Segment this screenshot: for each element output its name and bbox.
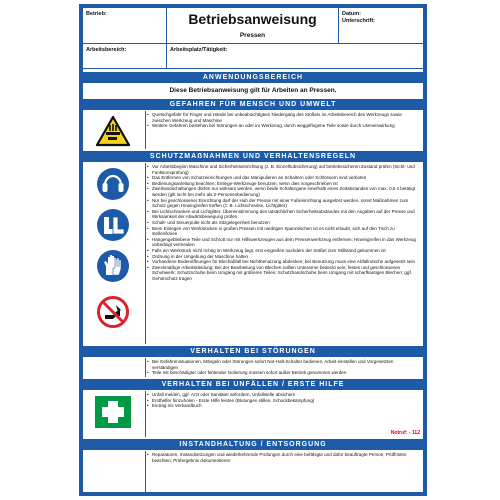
betrieb-label: Betrieb: bbox=[86, 11, 107, 17]
section-heading-stoerungen: VERHALTEN BEI STÖRUNGEN bbox=[83, 346, 423, 357]
list-item: • Bedienungsanleitung beachten; Einlege-Werkzeuge benutzen, wenn dies vorgeschrieben ist bbox=[147, 181, 419, 187]
divider bbox=[145, 451, 146, 492]
ear-protection-icon bbox=[83, 167, 143, 201]
datum-field[interactable] bbox=[339, 8, 423, 44]
section-heading-instandhaltung: INSTANDHALTUNG / ENTSORGUNG bbox=[83, 439, 423, 450]
section-gefahren bbox=[83, 111, 423, 149]
list-item: • Unfall melden, ggf. Arzt oder Sanitäter anfordern, Unfallstelle absichern bbox=[147, 392, 419, 398]
list-item: • Falls ein Werkstück nicht richtig im Werkzeug liegt, erst eingreifen nachdem der Stößel zum Stillstand gekommen ist bbox=[147, 248, 419, 254]
gefahren-list bbox=[147, 112, 419, 129]
section-instandhaltung bbox=[83, 451, 423, 492]
unterschrift-label: Unterschrift: bbox=[342, 18, 376, 24]
section-heading-anwendungsbereich: ANWENDUNGSBEREICH bbox=[83, 72, 423, 83]
arbeitsplatz-label: Arbeitsplatz/Tätigkeit: bbox=[170, 47, 228, 53]
section-heading-unfall: VERHALTEN BEI UNFÄLLEN / ERSTE HILFE bbox=[83, 379, 423, 390]
list-item: • Quetschgefahr für Finger und Hände bei unbeabsichtigtem Niedergang des Stößels im Arbeitsbereich des Werkzeugs sowie zwischen Werkzeug und Maschine bbox=[147, 112, 419, 123]
section-unfall bbox=[83, 391, 423, 437]
list-item: • Hängengebliebene Teile und Schrott nur mit Hilfswerkzeugen aus dem Pressenwerkzeug entfernen; Hineingreifen in das Werkzeug unbedingt vermeiden bbox=[147, 237, 419, 248]
list-item: • Beim Einlegen von Werkstücken in großen Pressen mit niedrigen Spanntischen ist es nicht erlaubt, sich auf den Tisch zu stellen/knien bbox=[147, 226, 419, 237]
sheet-body bbox=[83, 8, 423, 492]
hand-crush-warning-icon bbox=[83, 115, 143, 147]
list-item: • Bei Gefahrensituationen, Mängeln oder Störungen sofort Not-Halt-Schalter bedienen, Arbeit einstellen und Vorgesetzten verständigen bbox=[147, 359, 419, 370]
list-item: • Vorhandene Bodenöffnungen für Blechabfall bei Nichtbenutzung abdecken; bei Benutzung muss eine Abfallrutsche aufgesetzt sein bbox=[147, 259, 419, 265]
header bbox=[83, 8, 423, 69]
betrieb-field[interactable] bbox=[83, 8, 167, 44]
list-item: • Weitere Gefahren bestehen bei Störungen an oder im Werkzeug, durch weggeflogene Teile sowie durch Lärmeinwirkung bbox=[147, 123, 419, 129]
unfall-list bbox=[147, 392, 419, 409]
list-item: • Bei Lichtschranken und Lichtgitter: Übereinstimmung des tatsächlichen Sicherheitsabstandes mit den Angaben auf der Presse und Wirksamkeit der Abwärtsbewegung prüfen bbox=[147, 209, 419, 220]
list-item: • Ordnung in der Umgebung der Maschine halten bbox=[147, 254, 419, 260]
page-title: Betriebsanweisung bbox=[188, 11, 317, 27]
first-aid-icon bbox=[83, 395, 143, 429]
arbeitsbereich-field[interactable] bbox=[83, 44, 167, 69]
list-item: • Ersthelfer hinzuholen - Erste Hilfe leisten (Blutungen stillen, Schockbekämpfung) bbox=[147, 398, 419, 404]
section-stoerungen bbox=[83, 358, 423, 377]
list-item: • Teile mit beschädigter oder fehlender Isolierung müssen sofort außer Betrieb genommen werden bbox=[147, 370, 419, 376]
list-item: • Nur bei geschlossener Einrichtung darf der Hub der Presse mit einer Fußeinrichtung ausgelöst werden, sonst Maßnahmen zum Schutz gegen Hineingreifen treffen (z. B. Lichtschranke, Lichtgitter) bbox=[147, 198, 419, 209]
list-item: • Schalt- und Steuerpulte nicht als Sitzgelegenheit benutzen bbox=[147, 220, 419, 226]
section-heading-gefahren: GEFAHREN FÜR MENSCH UND UMWELT bbox=[83, 99, 423, 110]
instandhaltung-list bbox=[147, 452, 419, 463]
no-reaching-icon bbox=[83, 295, 143, 329]
list-item: • Vor Arbeitsbeginn Maschine und Sicherheitseinrichtung (z. B. Einzelhubsicherung) auf betriebssicheren Zustand prüfen (Sicht- und Funktionsprüfung) bbox=[147, 164, 419, 175]
divider bbox=[145, 391, 146, 437]
list-item: • Eintrag ins Verbandbuch bbox=[147, 403, 419, 409]
divider bbox=[145, 358, 146, 377]
instruction-sheet bbox=[79, 4, 427, 496]
list-item: • Zweckmäßige Arbeitskleidung: Bei der Bearbeitung von Blechen sollten Unterarme bedeckt sein; festes und geschlossenes Schuhwerk; Schutzschuhe beim Umgang mit größeren Teilen; Schutzhandschuhe beim Umgang mit scharfkantigen Blechen; ggf. Gehörschutz tragen bbox=[147, 265, 419, 282]
arbeitsplatz-field[interactable] bbox=[167, 44, 423, 69]
emergency-number: Notruf: - 112 bbox=[390, 430, 420, 436]
page-subtitle: Pressen bbox=[239, 32, 266, 39]
safety-boots-icon bbox=[83, 208, 143, 242]
list-item: • Reparaturen, Instandsetzungen und wiederkehrende Prüfungen durch eine befähigte und dafür beauftragte Person; Prüffristen beachten; Prüfergebnis dokumentieren bbox=[147, 452, 419, 463]
divider bbox=[145, 111, 146, 149]
list-item: • Zweihandschaltungen dürfen nur wirksam werden, wenn beide Schaltorgane innerhalb eines Zeitabstandes von max. 0,5 s betätigt werden (gilt nicht bei mehr als 2-Personenbedienung) bbox=[147, 186, 419, 197]
datum-label: Datum: bbox=[342, 11, 361, 17]
stoerungen-list bbox=[147, 359, 419, 376]
arbeitsbereich-label: Arbeitsbereich: bbox=[86, 47, 127, 53]
section-heading-schutz: SCHUTZMAẞNAHMEN UND VERHALTENSREGELN bbox=[83, 151, 423, 162]
list-item: • Das Entfernen von Schutzeinrichtungen und das Manipulieren an Schaltern oder Schlössern sind verboten bbox=[147, 175, 419, 181]
divider bbox=[145, 163, 146, 344]
scope-text: Diese Betriebsanweisung gilt für Arbeiten an Pressen. bbox=[169, 87, 337, 94]
gloves-icon bbox=[83, 249, 143, 283]
section-schutz bbox=[83, 163, 423, 344]
schutz-list bbox=[147, 164, 419, 281]
title-box bbox=[167, 8, 339, 44]
